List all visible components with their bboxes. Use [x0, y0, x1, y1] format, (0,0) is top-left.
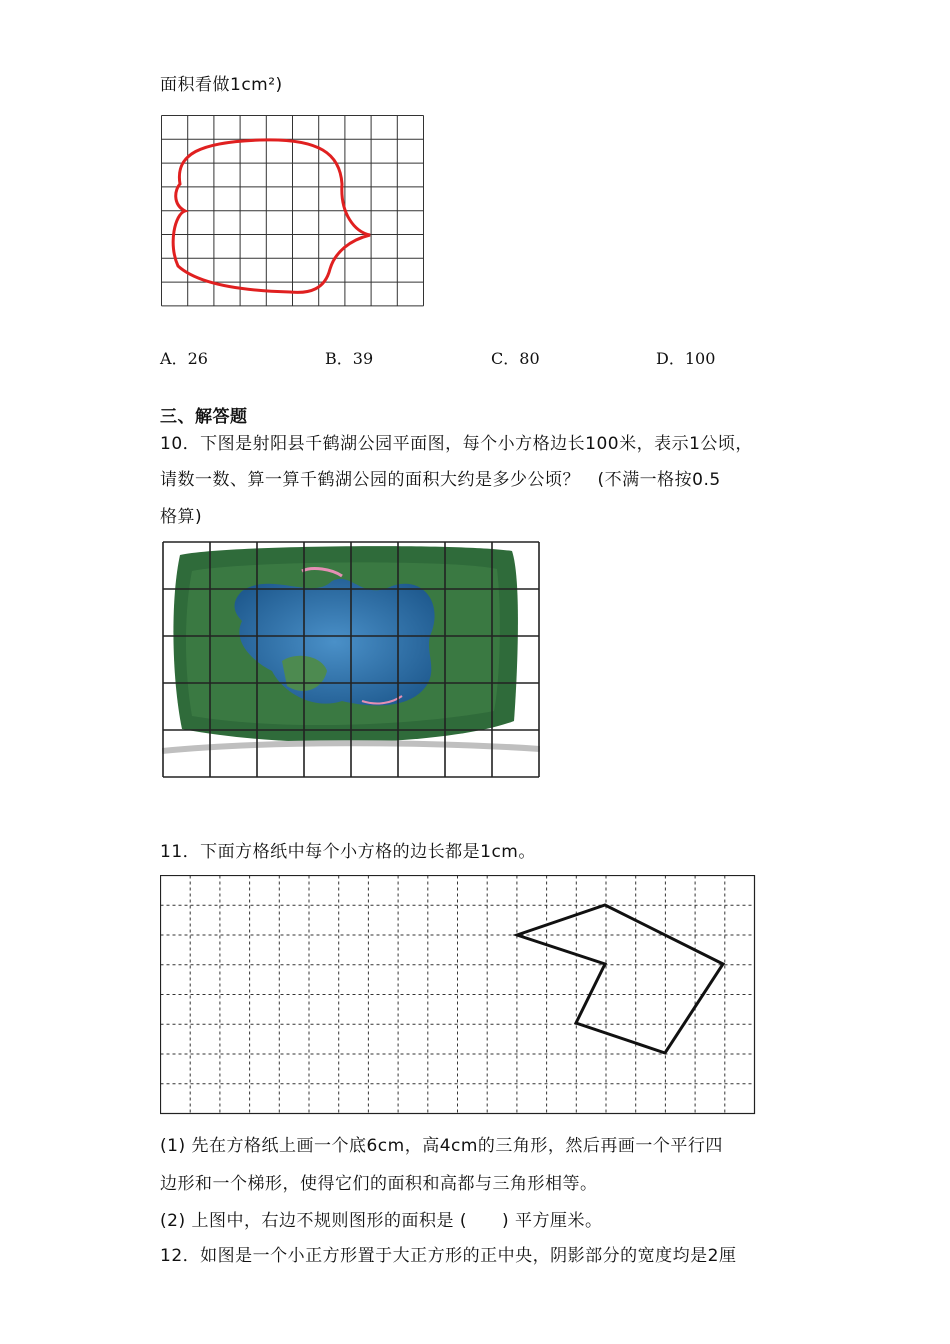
choice-c: C．80 — [491, 349, 540, 368]
q11-part1-line1: (1) 先在方格纸上画一个底6cm，高4cm的三角形，然后再画一个平行四 — [160, 1136, 723, 1156]
q10-line1: 10．下图是射阳县千鹤湖公园平面图，每个小方格边长100米，表示1公顷， — [160, 434, 753, 454]
choice-b: B．39 — [325, 349, 374, 368]
park-map-image — [162, 541, 540, 778]
intro-tail: 面积看做1cm²) — [160, 75, 283, 95]
q11-part2: (2) 上图中，右边不规则图形的面积是 ( ) 平方厘米。 — [160, 1211, 603, 1231]
q11-stem: 11．下面方格纸中每个小方格的边长都是1cm。 — [160, 842, 536, 862]
q11-part1-line2: 边形和一个梯形，使得它们的面积和高都与三角形相等。 — [160, 1174, 598, 1194]
q10-line3: 格算) — [160, 507, 203, 527]
choice-a: A．26 — [160, 349, 208, 368]
dashed-grid-paper — [160, 875, 756, 1115]
q10-line2: 请数一数、算一算千鹤湖公园的面积大约是多少公顷？ (不满一格按0.5 — [160, 470, 721, 490]
irregular-shape-grid — [160, 114, 425, 308]
choice-d: D．100 — [656, 349, 716, 368]
irregular-polygon — [517, 905, 723, 1053]
q12-line1: 12．如图是一个小正方形置于大正方形的正中央，阴影部分的宽度均是2厘 — [160, 1246, 737, 1266]
section-heading: 三、解答题 — [160, 407, 248, 427]
